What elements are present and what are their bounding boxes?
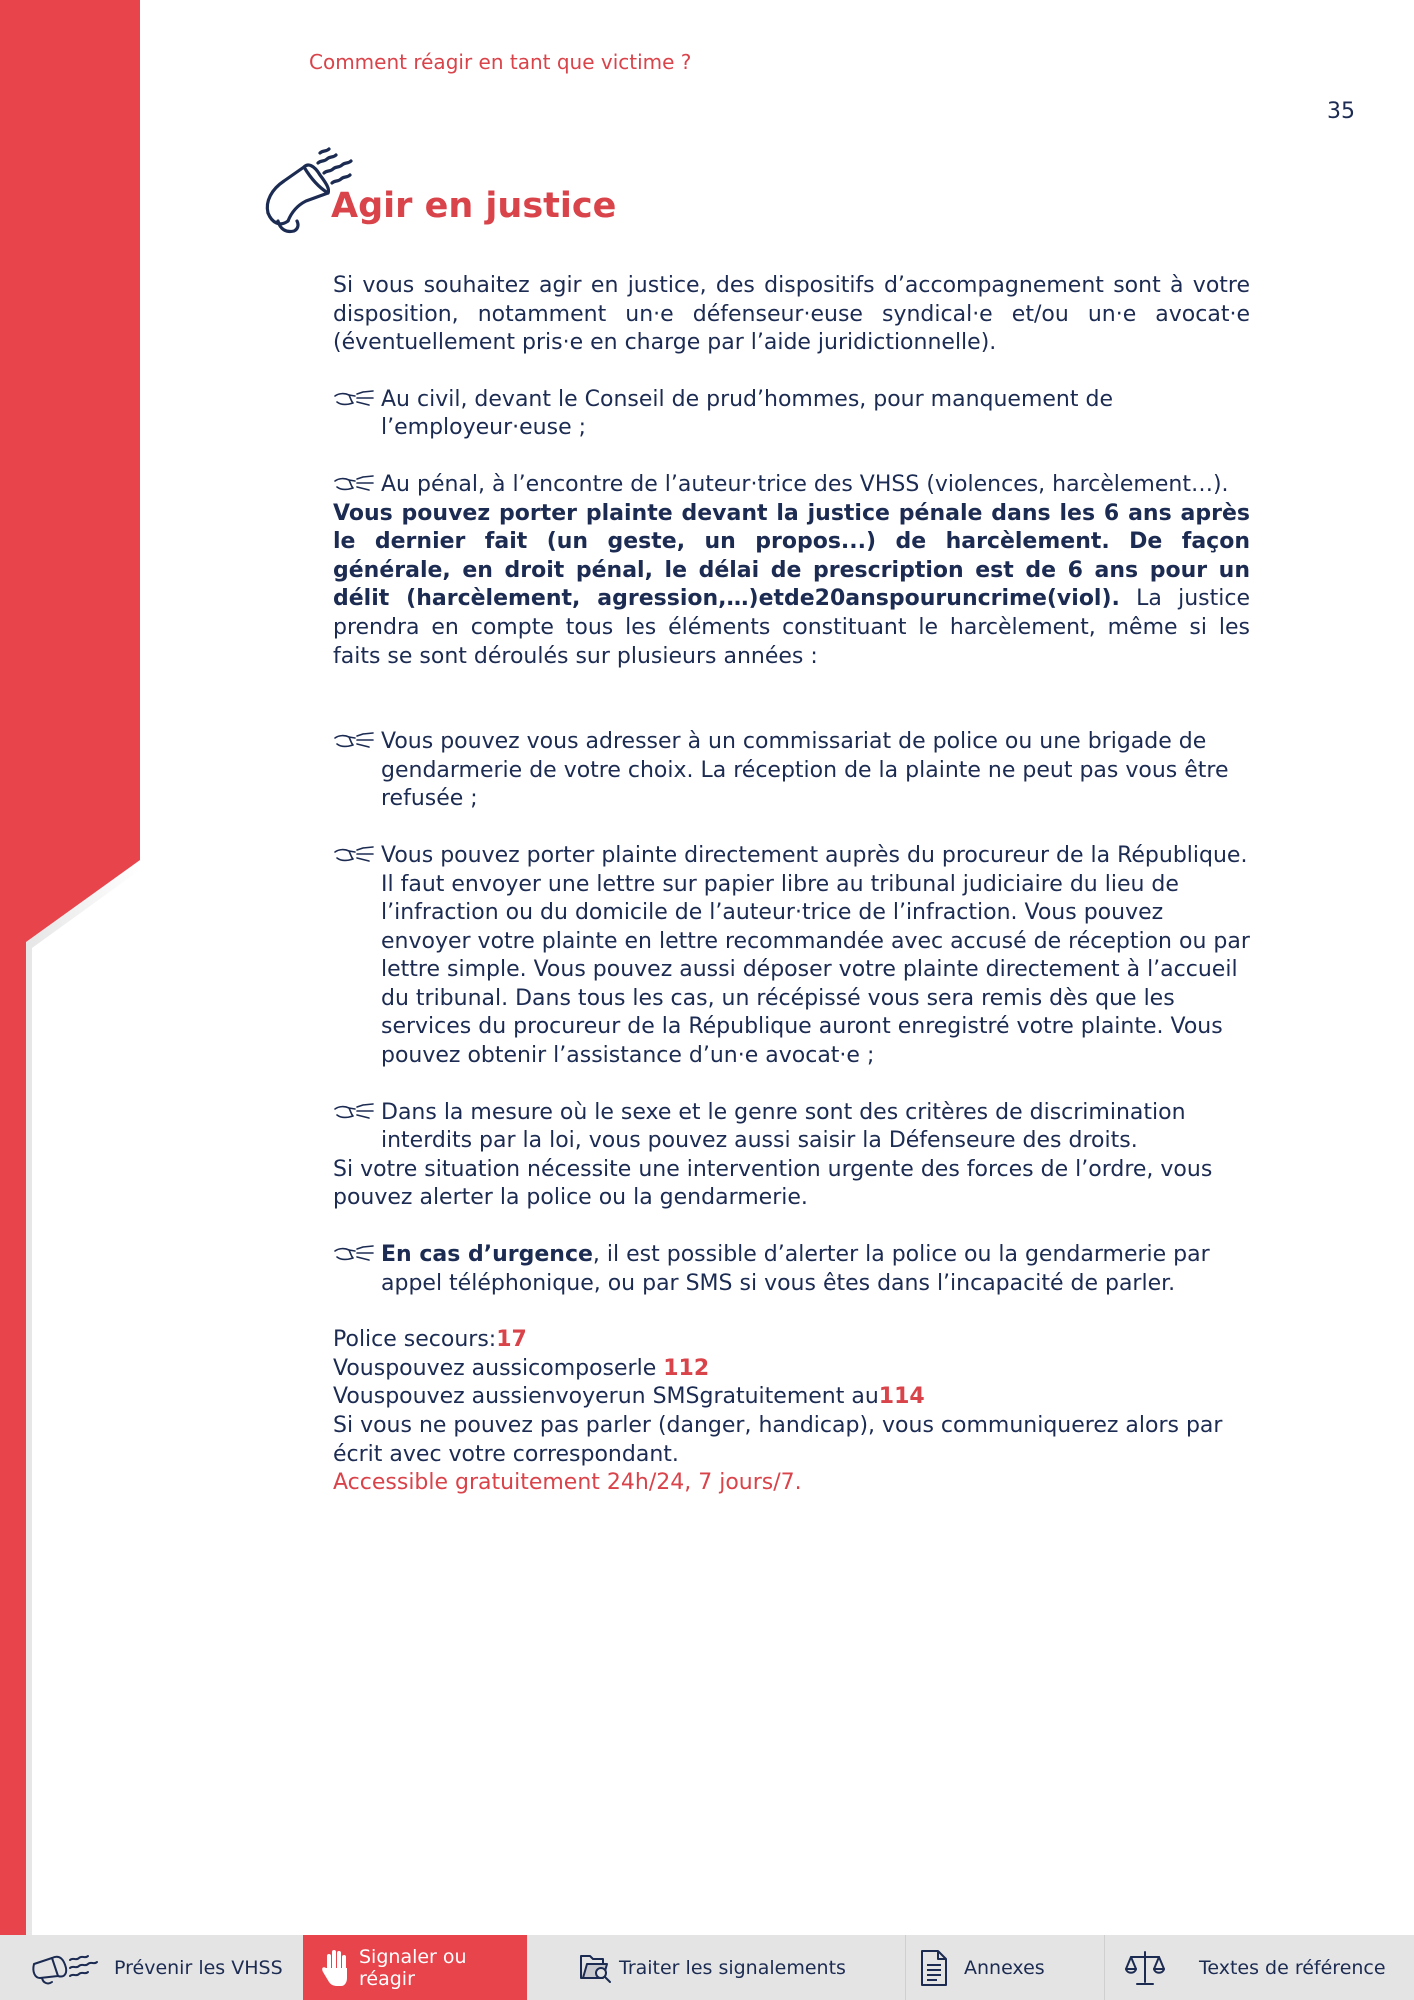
- page-number: 35: [1327, 99, 1355, 124]
- nav-label: Prévenir les VHSS: [114, 1956, 283, 1979]
- pointing-hand-icon: [333, 1245, 377, 1263]
- folder-search-icon: [579, 1952, 613, 1984]
- list-item: [333, 842, 1250, 1071]
- nav-item-signaler[interactable]: [303, 1935, 527, 2000]
- sms-line: [333, 1383, 1250, 1412]
- police-label: Police secours:: [333, 1327, 497, 1353]
- nav-item-prevenir[interactable]: [0, 1935, 303, 2000]
- urgent-text: , il est possible d’alerter la police ou la gendarmerie par appel téléphonique, ou par SMS si vous êtes dans l’incapacité de parler.: [381, 1242, 1210, 1296]
- bullet-text: Vous pouvez vous adresser à un commissariat de police ou une brigade de gendarmerie de votre choix. La réception de la plainte ne peut pas vous être refusée ;: [381, 729, 1229, 812]
- bullet-text: Au pénal, à l’encontre de l’auteur·trice des VHSS (violences, harcèlement…).: [381, 471, 1229, 497]
- sms-note: Si vous ne pouvez pas parler (danger, handicap), vous communiquerez alors par écrit avec votre correspondant.: [333, 1413, 1223, 1467]
- call-line: [333, 1355, 1250, 1384]
- sms-number: 114: [878, 1384, 925, 1410]
- police-line: [333, 1326, 1250, 1355]
- prescription-bold-text: Vous pouvez porter plainte devant la justice pénale dans les 6 ans après le dernier fait (un geste, un propos...) de harcèlement. De façon générale, en droit pénal, le délai de prescription est de 6 ans pour un délit (harcèlement, agression,…)etde20anspouruncrime(viol).: [333, 500, 1250, 612]
- bullet-text: Dans la mesure où le sexe et le genre sont des critères de discrimination interdits par la loi, vous pouvez aussi saisir la Défenseure des droits.: [381, 1099, 1186, 1154]
- document-icon: [920, 1949, 948, 1987]
- megaphone-icon: [30, 1950, 100, 1986]
- prescription-paragraph: [333, 500, 1250, 672]
- list-item: [333, 471, 1250, 500]
- section-title: Agir en justice: [331, 186, 617, 226]
- call-label: Vouspouvez aussicomposerle: [333, 1355, 664, 1381]
- nav-item-annexes[interactable]: [906, 1935, 1104, 2000]
- bullet-text: Au civil, devant le Conseil de prud’hommes, pour manquement de l’employeur·euse ;: [381, 386, 1113, 441]
- pointing-hand-icon: [333, 846, 377, 864]
- prescription-text: La justice prendra en compte tous les éléments constituant le harcèlement, même si les faits se sont déroulés sur plusieurs années :: [333, 586, 1250, 669]
- list-item: [333, 386, 1250, 443]
- side-decoration-band: [0, 0, 140, 1935]
- list-item: [333, 728, 1250, 814]
- emergency-contacts: [333, 1326, 1250, 1498]
- list-item: [333, 1099, 1250, 1156]
- nav-item-textes[interactable]: [1105, 1935, 1414, 2000]
- police-number: 17: [496, 1327, 527, 1353]
- nav-label: Signaler ou réagir: [359, 1945, 467, 1990]
- urgent-paragraph: Si votre situation nécessite une intervention urgente des forces de l’ordre, vous pouvez alerter la police ou la gendarmerie.: [333, 1156, 1213, 1211]
- availability-note: Accessible gratuitement 24h/24, 7 jours/7.: [333, 1470, 802, 1496]
- scales-icon: [1125, 1949, 1165, 1987]
- nav-label: Annexes: [964, 1956, 1045, 1979]
- sms-label: Vouspouvez aussienvoyerun SMSgratuitement au: [333, 1384, 879, 1410]
- list-item: [333, 1241, 1250, 1298]
- pointing-hand-icon: [333, 732, 377, 750]
- pointing-hand-icon: [333, 390, 377, 408]
- urgent-bold-text: En cas d’urgence: [381, 1242, 593, 1268]
- nav-item-traiter[interactable]: [527, 1935, 905, 2000]
- pointing-hand-icon: [333, 1103, 377, 1121]
- main-content: [333, 272, 1250, 1498]
- intro-paragraph: Si vous souhaitez agir en justice, des dispositifs d’accompagnement sont à votre disposition, notamment un·e défenseur·euse syndical·e et/ou un·e avocat·e (éventuellement pris·e en charge par l’aide juridictionnelle).: [333, 273, 1250, 356]
- nav-label: Textes de référence: [1199, 1956, 1386, 1979]
- bottom-nav: [0, 1935, 1414, 2000]
- bullet-text: Vous pouvez porter plainte directement auprès du procureur de la République. Il faut envoyer une lettre sur papier libre au tribunal judiciaire du lieu de l’infraction ou du domicile de l’auteur·trice de l’infraction. Vous pouvez envoyer votre plainte en lettre recommandée avec accusé de réception ou par lettre simple. Vous pouvez aussi déposer votre plainte directement à l’accueil du tribunal. Dans tous les cas, un récépissé vous sera remis dès que les services du procureur de la République auront enregistré votre plainte. Vous pouvez obtenir l’assistance d’un·e avocat·e ;: [381, 842, 1250, 1069]
- nav-label: Traiter les signalements: [619, 1956, 846, 1979]
- running-header: Comment réagir en tant que victime ?: [309, 50, 692, 74]
- pointing-hand-icon: [333, 475, 377, 493]
- call-number: 112: [663, 1355, 710, 1381]
- hand-icon: [321, 1948, 351, 1988]
